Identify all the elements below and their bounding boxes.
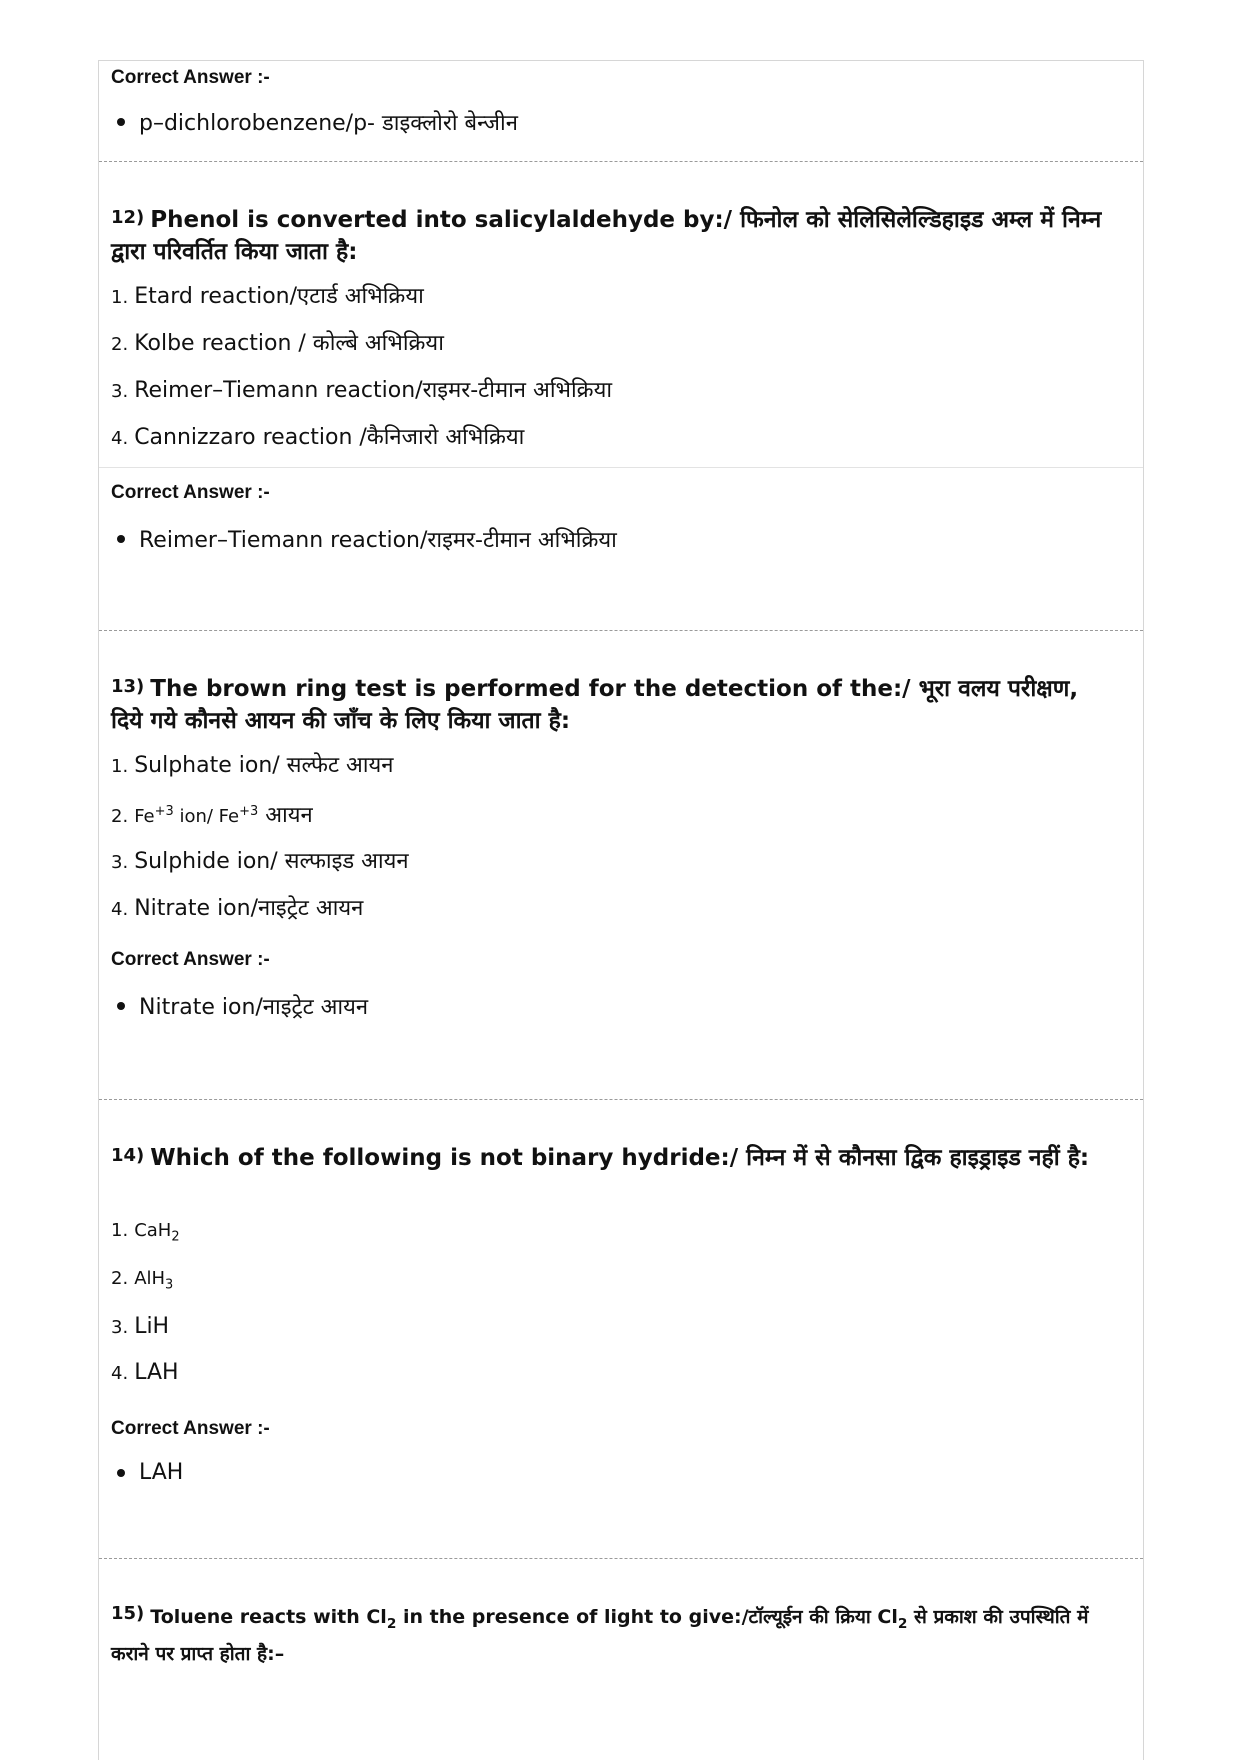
option-text: Sulphate ion/ सल्फेट आयन (134, 753, 394, 778)
option-text: LAH (134, 1360, 179, 1385)
option-number: 1. (111, 1220, 129, 1241)
formula-text: AlH (134, 1268, 166, 1289)
prev-answer-block (99, 61, 1143, 161)
option-text: Kolbe reaction / कोल्बे अभिक्रिया (134, 331, 444, 356)
question-number: 12) (111, 207, 145, 228)
question-number: 15) (111, 1603, 145, 1624)
option-number: 3. (111, 852, 129, 873)
superscript: +3 (154, 804, 174, 819)
option-1[interactable] (111, 749, 393, 779)
subscript: 3 (165, 1277, 174, 1293)
option-4[interactable] (111, 421, 524, 451)
option-4[interactable] (111, 892, 363, 922)
option-1[interactable] (111, 280, 424, 310)
bullet-icon (117, 1002, 125, 1010)
option-number: 4. (111, 899, 129, 920)
answer-item (111, 107, 518, 137)
question-text: Which of the following is not binary hydride:/ निम्न में से कौनसा द्विक हाइड्राइड नहीं है: (150, 1145, 1090, 1171)
option-text: Cannizzaro reaction /कैनिजारो अभिक्रिया (134, 425, 525, 450)
option-text (134, 1268, 173, 1293)
answer-12-block (99, 512, 1143, 630)
option-number: 2. (111, 334, 129, 355)
option-text: Reimer–Tiemann reaction/राइमर-टीमान अभिक्रिया (134, 378, 613, 403)
bullet-icon (117, 1469, 125, 1477)
option-number: 2. (111, 1268, 129, 1289)
answer-label: Correct Answer :- (111, 67, 270, 88)
option-2[interactable] (111, 327, 444, 357)
answer-text: LAH (139, 1460, 184, 1485)
question-text: The brown ring test is performed for the detection of the:/ भूरा वलय परीक्षण, दिये गये कौनसे आयन की जाँच के लिए किया जाता है: (111, 676, 1079, 734)
option-text (134, 799, 313, 829)
bullet-icon (117, 118, 125, 126)
question-title (111, 1140, 1111, 1174)
question-text: से प्रकाश की उपस्थिति में कराने पर प्राप्त होता है:– (111, 1606, 1089, 1665)
option-text: Sulphide ion/ सल्फाइड आयन (134, 849, 409, 874)
option-2[interactable] (111, 799, 313, 829)
option-number: 1. (111, 756, 129, 777)
option-number: 1. (111, 287, 129, 308)
question-number: 13) (111, 676, 145, 697)
document-page (98, 60, 1144, 1760)
superscript: +3 (239, 804, 259, 819)
question-title (111, 202, 1111, 268)
answer-text: Nitrate ion/नाइट्रेट आयन (139, 995, 369, 1020)
option-1[interactable] (111, 1220, 180, 1245)
option-2[interactable] (111, 1268, 173, 1293)
option-number: 3. (111, 381, 129, 402)
option-3[interactable] (111, 374, 612, 404)
question-title (111, 1599, 1091, 1669)
answer-label: Correct Answer :- (111, 1418, 270, 1439)
bullet-icon (117, 535, 125, 543)
formula-text: ion/ Fe (173, 806, 240, 827)
option-4[interactable] (111, 1360, 179, 1385)
option-number: 2. (111, 806, 129, 827)
option-number: 4. (111, 1363, 129, 1384)
formula-text: आयन (258, 803, 313, 828)
answer-label: Correct Answer :- (111, 482, 270, 503)
option-text: LiH (134, 1314, 170, 1339)
option-number: 3. (111, 1317, 129, 1338)
subscript: 2 (386, 1615, 397, 1632)
question-title (111, 671, 1111, 737)
answer-text: Reimer–Tiemann reaction/राइमर-टीमान अभिक्रिया (139, 528, 617, 553)
divider (99, 467, 1143, 468)
answer-item (111, 524, 617, 554)
answer-item (111, 991, 368, 1021)
option-3[interactable] (111, 845, 409, 875)
question-15 (99, 1558, 1143, 1709)
subscript: 2 (897, 1615, 908, 1632)
option-number: 4. (111, 428, 129, 449)
question-number: 14) (111, 1145, 145, 1166)
question-text: in the presence of light to give:/टॉल्यूईन की क्रिया Cl (396, 1606, 898, 1628)
formula-text: Fe (134, 806, 155, 827)
option-text (134, 1220, 179, 1245)
question-text: Phenol is converted into salicylaldehyde by:/ फिनोल को सेलिसिलेल्डिहाइड अम्ल में निम्न द्वारा परिवर्तित किया जाता है: (111, 207, 1102, 265)
question-14 (99, 1099, 1143, 1558)
answer-item (111, 1460, 183, 1485)
subscript: 2 (171, 1229, 180, 1245)
formula-text: CaH (134, 1220, 172, 1241)
answer-label: Correct Answer :- (111, 949, 270, 970)
option-3[interactable] (111, 1314, 169, 1339)
question-text: Toluene reacts with Cl (150, 1606, 387, 1628)
option-text: Nitrate ion/नाइट्रेट आयन (134, 896, 364, 921)
option-text: Etard reaction/एटार्ड अभिक्रिया (134, 284, 424, 309)
question-12 (99, 161, 1143, 512)
question-13 (99, 630, 1143, 1099)
answer-text: p–dichlorobenzene/p- डाइक्लोरो बेन्जीन (139, 111, 518, 136)
